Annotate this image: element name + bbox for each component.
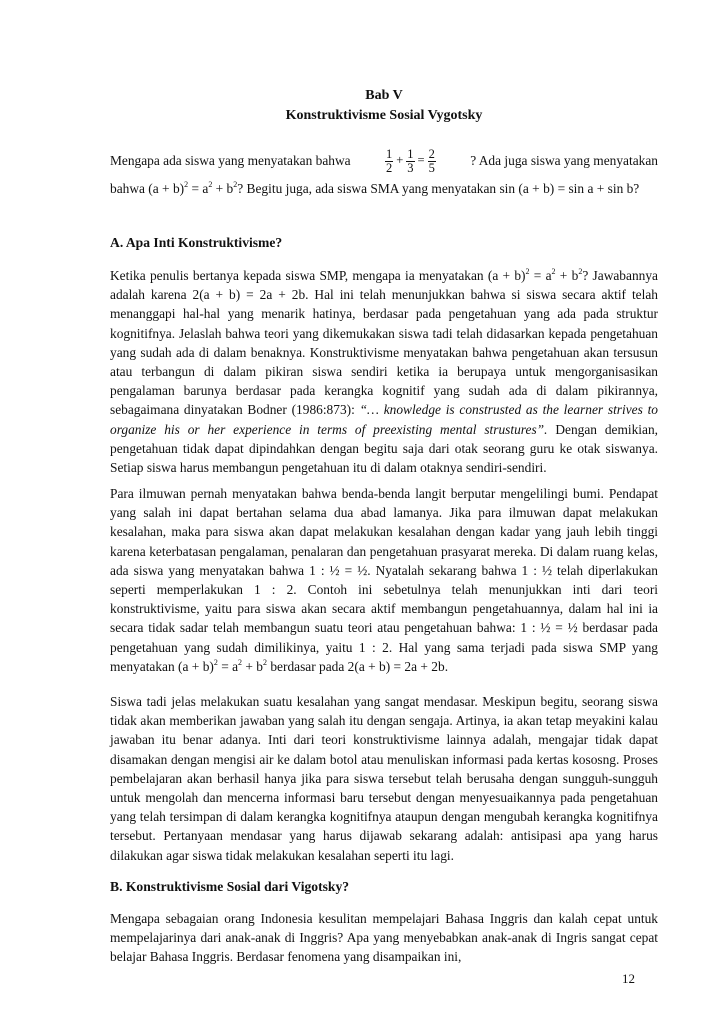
fraction-two-fifths: $\frac{2}{5}$	[428, 146, 435, 175]
plus-sign: +	[396, 153, 404, 168]
chapter-label: Bab V	[365, 88, 403, 103]
intro-line-1	[110, 143, 658, 179]
intro-paragraph	[110, 143, 658, 198]
paragraph-3: Siswa tadi jelas melakukan suatu kesalahan yang sangat mendasar. Meskipun begitu, seorang siswa tidak akan memberikan jawaban yang salah itu dengan sengaja. Artinya, ia akan tetap meyakini kalau jawaban itu benar adanya. Inti dari teori konstruktivisme lainnya adalah, mengajar tidak dapat disamakan dengan mengisi air ke dalam botol atau menuliskan informasi pada kertas kososng. Proses pembelajaran akan berhasil hanya jika para siswa tersebut telah berusaha dengan sungguh-sungguh untuk mengolah dan mencerna informasi baru tersebut dengan menyesuaikannya pada pengetahuan yang telah tersimpan di dalam kerangka kognitifnya ataupun dengan mengubah kerangka kognitifnya tersebut. Pertanyaan mendasar yang harus dijawab sekarang adalah: antisipasi apa yang harus dilakukan agar siswa tidak melakukan kesalahan seperti itu lagi.	[110, 694, 658, 863]
chapter-title: Konstruktivisme Sosial Vygotsky	[285, 108, 483, 123]
fraction-one-third: $\frac{1}{3}$	[407, 146, 414, 175]
section-b-heading: B. Konstruktivisme Sosial dari Vigotsky?	[110, 879, 350, 894]
paragraph-1: Ketika penulis bertanya kepada siswa SMP, mengapa ia menyatakan $(a + b)^2 = a^2 + b^2$? Jawabannya adalah karena 2(a + b) = 2a + 2b. Hal ini telah menunjukkan bahwa si siswa secara aktif telah menanggapi hal-hal yang menarik hatinya, berdasar pada pengetahuan yang ada pada struktur kognitifnya. Jelaslah bahwa teori yang dikemukakan siswa tadi telah didasarkan kepada pengetahuan yang sudah ada di dalam benaknya. Konstruktivisme menyatakan bahwa pengetahuan akan tersusun atau terbangun di dalam pikiran siswa sendiri ketika ia berupaya untuk mengorganisasikan pengalaman barunya berdasar pada kerangka kognitif yang sudah ada di dalam pikirannya, sebagaimana dinyatakan Bodner (1986:873): “… knowledge is construsted as the learner strives to organize his or her experience in terms of preexisting mental strustures”. Dengan demikian, pengetahuan tidak dapat dipindahkan dengan begitu saja dari otak seorang guru ke otak siswanya. Setiap siswa harus membangun pengetahuan itu di dalam otaknya sendiri-sendiri.	[110, 267, 659, 476]
bodner-quote: “… knowledge is construsted as the learner strives to organize his or her experience in terms of preexisting mental strustures”.	[110, 402, 658, 437]
intro-text-start: Mengapa ada siswa yang menyatakan bahwa	[110, 153, 351, 169]
equals-sign: =	[417, 153, 425, 168]
intro-line-2: bahwa $(a + b)^2 = a^2 + b^2$? Begitu juga, ada siswa SMA yang menyatakan sin (a + b) = sin a + sin b?	[110, 180, 640, 196]
fraction-equation	[384, 148, 437, 175]
intro-text-end: ? Ada juga siswa yang menyatakan	[470, 153, 658, 169]
page-number: 12	[622, 971, 635, 986]
section-a-heading: A. Apa Inti Konstruktivisme?	[110, 235, 283, 250]
paragraph-4: Mengapa sebagaian orang Indonesia kesulitan mempelajari Bahasa Inggris dan kalah cepat untuk mempelajarinya dari anak-anak di Inggris? Apa yang menyebabkan anak-anak di Ingris sangat cepat belajar Bahasa Inggris. Berdasar fenomena yang disampaikan ini,	[110, 911, 658, 965]
fraction-one-half: $\frac{1}{2}$	[385, 146, 393, 175]
paragraph-2: Para ilmuwan pernah menyatakan bahwa benda-benda langit berputar mengelilingi bumi. Pendapat yang salah ini dapat bertahan selama dua abad lamanya. Jika para ilmuwan dapat melakukan kesalahan, maka para siswa akan dapat melakukan kesalahan dengan kadar yang jauh lebih tinggi karena keterbatasan pengalaman, penalaran dan pengetahuan prasyarat mereka. Di dalam ruang kelas, ada siswa yang menyatakan bahwa 1 : ½ = ½. Nyatalah sekarang bahwa 1 : ½ telah diperlakukan seperti memperlakukan 1 : 2. Contoh ini sebetulnya telah menunjukkan inti dari teori konstruktivisme, yaitu para siswa akan secara aktif membangun pengetahuannya, dalam hal ini ia secara tidak sadar telah membangun suatu teori atau pengetahuan bahwa: 1 : ½ = ½ berdasar pada pengetahuan yang sudah dimilikinya, yaitu 1 : 2. Hal yang sama terjadi pada siswa SMP yang menyatakan $(a + b)^2 = a^2 + b^2$ berdasar pada 2(a + b) = 2a + 2b.	[110, 486, 658, 674]
